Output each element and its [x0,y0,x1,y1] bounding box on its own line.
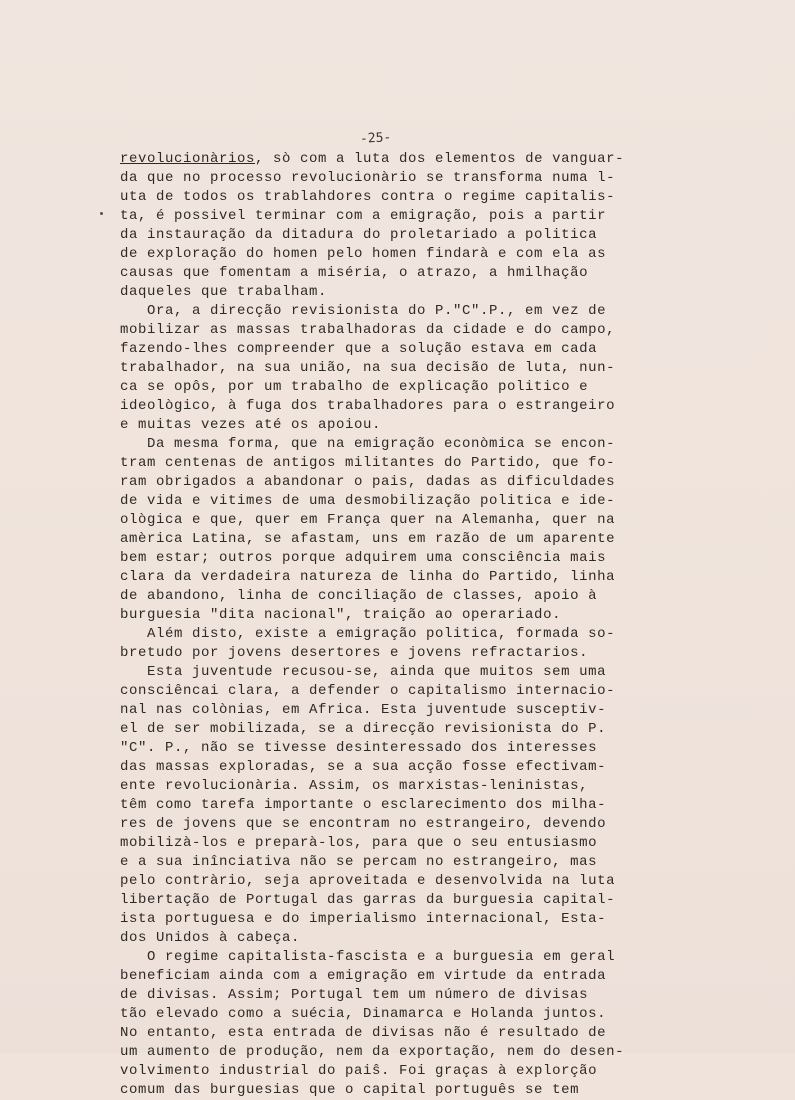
text-line: Ora, a direcção revisionista do P."C".P., em vez de [120,303,607,319]
text-line: Esta juventude recusou-se, ainda que muitos sem uma [120,664,607,680]
text-line: de divisas. Assim; Portugal tem um número de divisas [120,987,589,1003]
text-line: da instauração da ditadura do proletariado a politica [120,227,598,243]
text-line: res de jovens que se encontram no estrangeiro, devendo [120,816,607,832]
text-line: um aumento de produção, nem da exportação, nem do desen- [120,1044,625,1060]
text-line: fazendo-lhes compreender que a solução estava em cada [120,341,598,357]
text-line: No entanto, esta entrada de divisas não é resultado de [120,1025,607,1041]
text-line: têm como tarefa importante o esclarecimento dos milha- [120,797,607,813]
text-line: beneficiam ainda com a emigração em virtude da entrada [120,968,607,984]
text-line: Da mesma forma, que na emigração econòmica se encon- [120,436,616,452]
text-line: pelo contràrio, seja aproveitada e desenvolvida na luta [120,873,616,889]
text-line: bretudo por jovens desertores e jovens refractarios. [120,645,589,661]
text-line: burguesia "dita nacional", traição ao operariado. [120,607,562,623]
text-line: de vida e vitimes de uma desmobilização politica e ide- [120,493,616,509]
text-line: daqueles que trabalham. [120,284,328,300]
text-line: tram centenas de antigos militantes do Partido, que fo- [120,455,616,471]
text-line: ca se opôs, por um trabalho de explicação politico e [120,379,589,395]
page-number: -25- [359,130,392,147]
body-text [120,150,690,1100]
text-line: da que no processo revolucionàrio se transforma numa l- [120,170,616,186]
text-line: el de ser mobilizada, se a direcção revisionista do P. [120,721,607,737]
text-line: ològica e que, quer em França quer na Alemanha, quer na [120,512,616,528]
text-line: das massas exploradas, se a sua acção fosse efectivam- [120,759,607,775]
text-line: ideològico, à fuga dos trabalhadores para o estrangeiro [120,398,616,414]
text-line: mobilizar as massas trabalhadoras da cidade e do campo, [120,322,616,338]
text-line: de abandono, linha de conciliação de classes, apoio à [120,588,598,604]
text-line: ta, é possivel terminar com a emigração, pois a partir [120,208,607,224]
text-line: revolucionàrios, sò com a luta dos elementos de vanguar- [120,151,625,167]
text-line: ente revolucionària. Assim, os marxistas-leninistas, [120,778,589,794]
text-line: O regime capitalista-fascista e a burguesia em geral [120,949,616,965]
text-line: comum das burguesias que o capital português se tem [120,1082,580,1098]
text-line: uta de todos os trablahdores contra o regime capitalis- [120,189,616,205]
text-line: amèrica Latina, se afastam, uns em razão de um aparente [120,531,616,547]
text-line: bem estar; outros porque adquirem uma consciência mais [120,550,607,566]
underlined-word: revolucionàrios [120,151,256,167]
text-line: de exploração do homen pelo homen findarà e com ela as [120,246,607,262]
text-line: e muitas vezes até os apoiou. [120,417,382,433]
text-line: e a sua inînciativa não se percam no estrangeiro, mas [120,854,598,870]
text-line: tão elevado como a suécia, Dinamarca e Holanda juntos. [120,1006,607,1022]
text-line: ista portuguesa e do imperialismo internacional, Esta- [120,911,607,927]
text-line: causas que fomentam a miséria, o atrazo, a hmilhação [120,265,589,281]
text-line: volvimento industrial do paiŝ. Foi graças à explorção [120,1063,598,1079]
text-line: dos Unidos à cabeça. [120,930,301,946]
text-line: libertação de Portugal das garras da burguesia capital- [120,892,616,908]
text-line: "C". P., não se tivesse desinteressado dos interesses [120,740,598,756]
ink-mark [100,212,103,215]
text-line: clara da verdadeira natureza de linha do Partido, linha [120,569,616,585]
text-line: mobilizà-los e preparà-los, para que o seu entusiasmo [120,835,598,851]
text-line: nal nas colònias, em Africa. Esta juventude susceptiv- [120,702,607,718]
text-line: consciêncai clara, a defender o capitalismo internacio- [120,683,616,699]
text-line: ram obrigados a abandonar o pais, dadas as dificuldades [120,474,616,490]
text-line: Além disto, existe a emigração politica, formada so- [120,626,616,642]
text-line: trabalhador, na sua união, na sua decisão de luta, nun- [120,360,616,376]
